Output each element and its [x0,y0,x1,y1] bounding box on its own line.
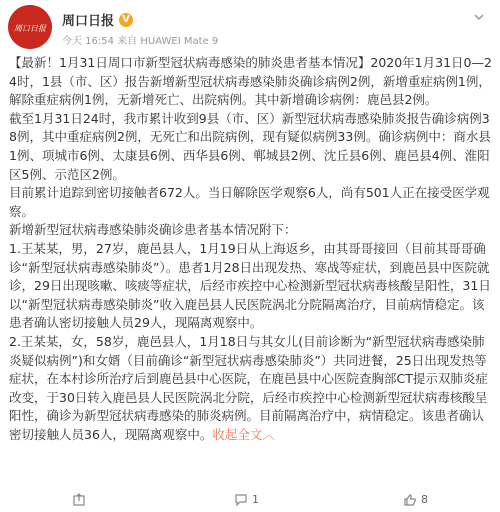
account-name[interactable]: 周口日报 [62,14,115,29]
post-paragraph [9,333,495,445]
verified-icon: V [119,13,133,27]
post-content [9,54,495,444]
post-paragraph: 新增新型冠状病毒感染肺炎确诊患者基本情况附下： [9,222,297,238]
chevron-up-icon: ︿ [262,426,275,442]
action-bar [0,487,500,512]
chevron-down-icon[interactable] [472,10,486,24]
post-paragraph: 截至1月31日24时，我市累计收到9县（市、区）新型冠状病毒感染肺炎报告确诊病例38例，其中重症病例2例，无死亡和出院病例，现有疑似病例33例。确诊病例中：商水县1例、项城市6例、太康县6例、西华县6例、郸城县2例、沈丘县6例、鹿邑县4例、淮阳区5例、示范区2例。 [9,110,491,182]
comment-icon [234,493,248,507]
like-count: 8 [421,493,428,506]
post-meta: 今天 16:54 来自 HUAWEI Mate 9 [62,36,219,47]
post-paragraph: 目前累计追踪到密切接触者672人。当日解除医学观察6人，尚有501人正在接受医学观察。 [9,185,490,219]
share-icon [72,493,86,507]
post-header [0,0,500,52]
comment-count: 1 [252,493,259,506]
post-paragraph-text: 2.王某某，女，58岁，鹿邑县人，1月18日与其女儿(目前诊断为“新型冠状病毒感染肺炎疑似病例”)和女婿（目前确诊“新型冠状病毒感染肺炎”）共同进餐，25日出现发热等症状，在本村诊所治疗后到鹿邑县中心医院，在鹿邑县中心医院查胸部CT提示双肺炎症改变，于30日转入鹿邑县人民医院涡北分院，后经市疾控中心检测新型冠状病毒核酸呈阳性，确诊为新型冠状病毒感染的肺炎病例。目前隔离治疗中，病情稳定。该患者确认密切接触人员36人，现隔离观察中。 [9,333,488,442]
avatar[interactable] [8,5,52,49]
collapse-label: 收起全文 [212,426,263,442]
post-paragraph: 1.王某某，男，27岁，鹿邑县人，1月19日从上海返乡，由其哥哥接回（目前其哥哥确诊“新型冠状病毒感染肺炎”）。患者1月28日出现发热、寒战等症状，到鹿邑县中医院就诊，29日出现咳嗽、咳痰等症状，后经市疾控中心检测新型冠状病毒核酸呈阳性，31日以“新型冠状病毒感染肺炎”收入鹿邑县人民医院涡北分院隔离治疗，目前病情稳定。该患者确认密切接触人员29人，现隔离观察中。 [9,240,491,331]
post-paragraph: 【最新！1月31日周口市新型冠状病毒感染的肺炎患者基本情况】2020年1月31日0—24时，1县（市、区）报告新增新型冠状病毒感染肺炎确诊病例2例，新增重症病例1例，解除重症病例1例，无新增死亡、出院病例。其中新增确诊病例：鹿邑县2例。 [9,55,492,108]
repost-button[interactable] [72,493,90,507]
thumbs-up-icon [403,493,417,507]
comment-button[interactable] [234,493,259,507]
avatar-text: 周口日报 [14,24,46,33]
avatar-logo [8,5,52,49]
like-button[interactable] [403,493,428,507]
collapse-link[interactable] [212,427,275,442]
